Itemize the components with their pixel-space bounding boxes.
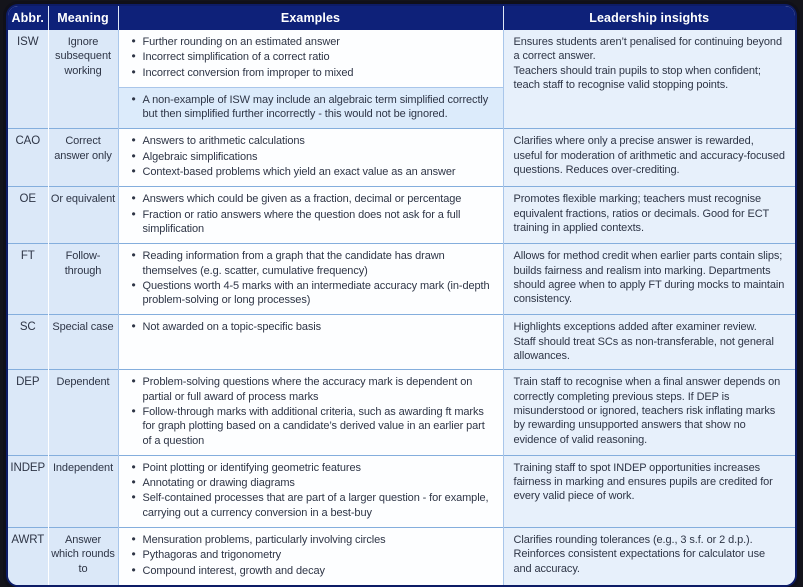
insights-cell <box>503 370 795 455</box>
header-row <box>8 6 795 30</box>
meaning-cell: Follow-through <box>48 244 118 315</box>
example-item: • Reading information from a graph that the candidate has drawn themselves (e.g. scatter, cumulative frequency) <box>129 249 493 278</box>
table-row <box>8 30 795 129</box>
example-item: • Answers which could be given as a fraction, decimal or percentage <box>129 192 493 206</box>
example-item: • Not awarded on a topic-specific basis <box>129 320 493 334</box>
examples-main <box>119 528 503 585</box>
examples-main <box>119 187 503 243</box>
example-item: • Problem-solving questions where the accuracy mark is dependent on partial or full award of process marks <box>129 375 493 404</box>
examples-main <box>119 129 503 186</box>
insight-paragraph: Clarifies rounding tolerances (e.g., 3 s.f. or 2 d.p.). <box>513 534 753 547</box>
example-item: • Incorrect conversion from improper to mixed <box>129 66 493 80</box>
example-item: • Mensuration problems, particularly involving circles <box>129 533 493 547</box>
insights-cell <box>503 455 795 527</box>
insights-cell <box>503 129 795 187</box>
table-row <box>8 244 795 315</box>
example-item: • Follow-through marks with additional criteria, such as awarding ft marks for graph plotting based on a candidate’s derived value in an earlier part of a question <box>129 405 493 448</box>
table-row <box>8 129 795 187</box>
example-item: • Self-contained processes that are part of a larger question - for example, carrying out a currency conversion in a best-buy <box>129 491 493 520</box>
table-row <box>8 187 795 244</box>
abbr-cell: DEP <box>8 370 48 455</box>
example-item: • Pythagoras and trigonometry <box>129 548 493 562</box>
insight-paragraph: Highlights exceptions added after examiner review. <box>513 321 757 334</box>
examples-list <box>129 320 493 334</box>
insight-paragraph: Train staff to recognise when a final answer depends on correctly completing previous steps. If DEP is misunderstood or ignored, teachers risk inflating marks by rewarding unsupported answers that show no evidence of valid reasoning. <box>513 376 781 446</box>
insights-cell <box>503 315 795 370</box>
insight-paragraph: Promotes flexible marking; teachers must recognise equivalent fractions, ratios or decimals. Good for ECT training in applied contexts. <box>513 193 769 234</box>
examples-cell <box>118 455 503 527</box>
examples-note <box>119 87 503 129</box>
abbr-cell: SC <box>8 315 48 370</box>
insight-paragraph: Staff should treat SCs as non-transferable, not general allowances. <box>513 335 774 363</box>
examples-cell <box>118 528 503 585</box>
meaning-cell: Or equivalent <box>48 187 118 244</box>
table-header <box>8 6 795 30</box>
example-item: • Further rounding on an estimated answer <box>129 35 493 49</box>
abbr-cell: INDEP <box>8 455 48 527</box>
header-leadership-insights: Leadership insights <box>503 6 795 30</box>
examples-cell <box>118 244 503 315</box>
marking-abbreviations-table <box>8 6 795 585</box>
examples-main <box>119 30 503 87</box>
examples-list <box>129 134 493 179</box>
example-item: • Answers to arithmetic calculations <box>129 134 493 148</box>
examples-cell <box>118 315 503 370</box>
examples-main <box>119 244 503 314</box>
insight-paragraph: Allows for method credit when earlier parts contain slips; builds fairness and realism into marking. Departments should agree when to apply FT during mocks to maintain consistency. <box>513 250 785 306</box>
header-meaning: Meaning <box>48 6 118 30</box>
header-abbr: Abbr. <box>8 6 48 30</box>
example-item: • Annotating or drawing diagrams <box>129 476 493 490</box>
examples-note-list <box>129 93 493 122</box>
example-item: • Algebraic simplifications <box>129 150 493 164</box>
examples-list <box>129 249 493 307</box>
table-body <box>8 30 795 585</box>
insight-paragraph: Clarifies where only a precise answer is rewarded, useful for moderation of arithmetic and accuracy-focused questions. Reduces over-crediting. <box>513 135 785 177</box>
marking-abbreviations-card <box>6 4 797 587</box>
insights-cell <box>503 30 795 129</box>
examples-main <box>119 370 503 454</box>
examples-cell <box>118 187 503 244</box>
example-item: • Point plotting or identifying geometric features <box>129 461 493 475</box>
insights-cell <box>503 244 795 315</box>
examples-list <box>129 461 493 520</box>
abbr-cell: ISW <box>8 30 48 129</box>
header-examples: Examples <box>118 6 503 30</box>
meaning-cell: Correct answer only <box>48 129 118 187</box>
table-row <box>8 455 795 527</box>
abbr-cell: FT <box>8 244 48 315</box>
insight-paragraph: Ensures students aren’t penalised for continuing beyond a correct answer. <box>513 36 782 63</box>
abbr-cell: OE <box>8 187 48 244</box>
table-row <box>8 370 795 455</box>
insights-cell <box>503 528 795 585</box>
example-item: • Questions worth 4-5 marks with an intermediate accuracy mark (in-depth problem-solving or long processes) <box>129 279 493 308</box>
insights-cell <box>503 187 795 244</box>
example-note-item: • A non-example of ISW may include an algebraic term simplified correctly but then simplified further incorrectly - this would not be ignored. <box>129 93 493 122</box>
examples-cell <box>118 30 503 129</box>
examples-list <box>129 192 493 236</box>
abbr-cell: AWRT <box>8 528 48 585</box>
meaning-cell: Independent <box>48 455 118 527</box>
meaning-cell: Special case <box>48 315 118 370</box>
abbr-cell: CAO <box>8 129 48 187</box>
examples-list <box>129 533 493 578</box>
insight-paragraph: Training staff to spot INDEP opportunities increases fairness in marking and ensures pupils are credited for every valid piece of work. <box>513 461 773 503</box>
example-item: • Fraction or ratio answers where the question does not ask for a full simplification <box>129 208 493 237</box>
meaning-cell: Ignore subsequent working <box>48 30 118 129</box>
meaning-cell: Dependent <box>48 370 118 455</box>
table-row <box>8 315 795 370</box>
example-item: • Incorrect simplification of a correct ratio <box>129 50 493 64</box>
examples-main <box>119 315 503 341</box>
examples-list <box>129 375 493 447</box>
example-item: • Compound interest, growth and decay <box>129 564 493 578</box>
examples-cell <box>118 129 503 187</box>
examples-cell <box>118 370 503 455</box>
examples-main <box>119 456 503 527</box>
table-row <box>8 528 795 585</box>
meaning-cell: Answer which rounds to <box>48 528 118 585</box>
insight-paragraph: Teachers should train pupils to stop when confident; teach staff to recognise valid stopping points. <box>513 64 761 91</box>
example-item: • Context-based problems which yield an exact value as an answer <box>129 165 493 179</box>
insight-paragraph: Reinforces consistent expectations for calculator use and accuracy. <box>513 548 765 575</box>
examples-list <box>129 35 493 80</box>
